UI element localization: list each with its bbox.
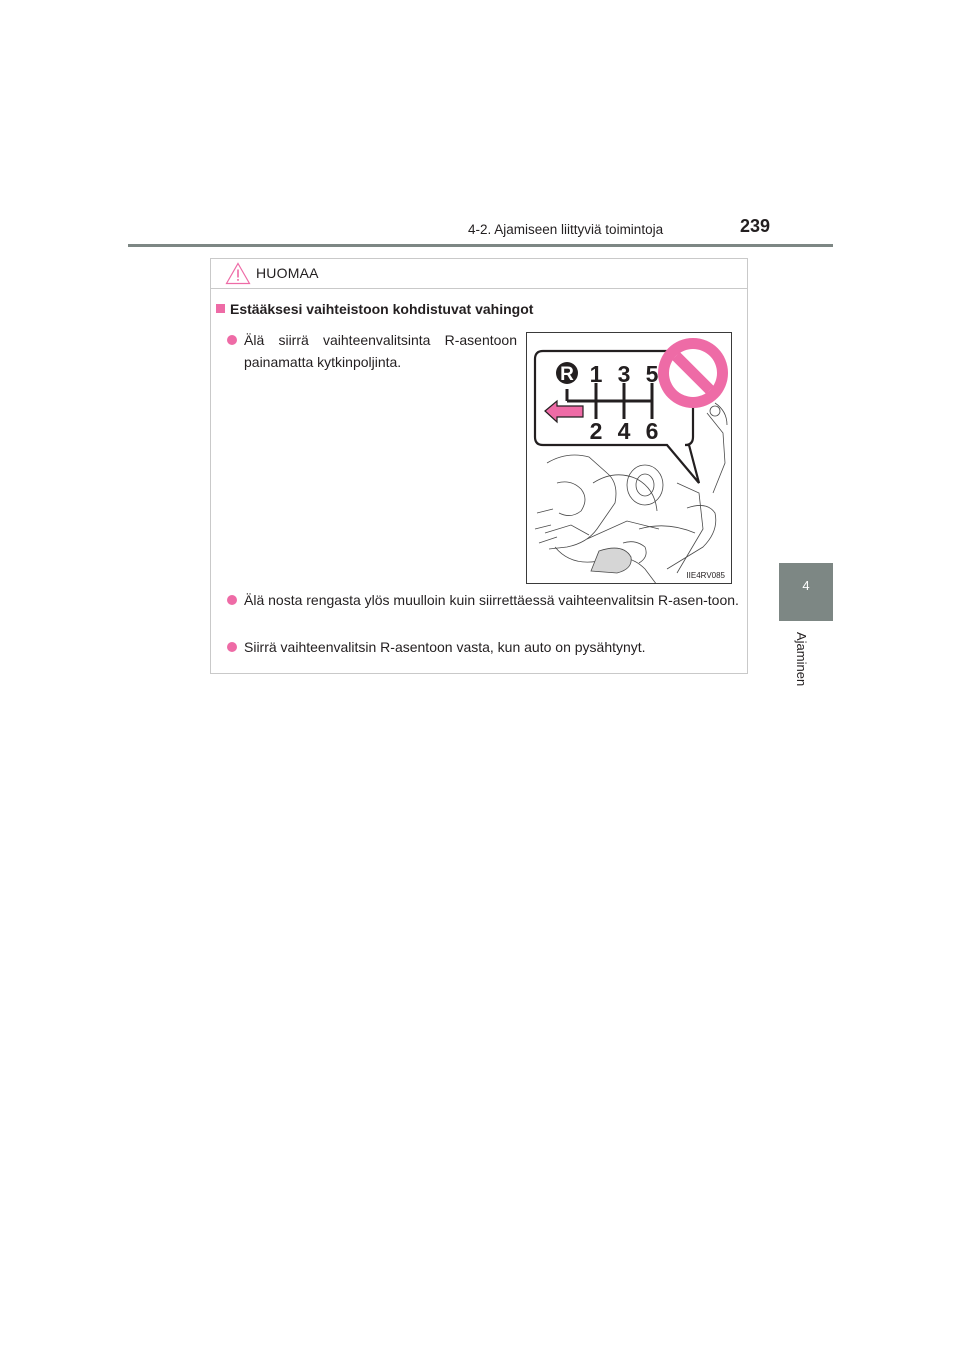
gear-6-label: 6 [645, 418, 659, 444]
section-heading [216, 301, 533, 317]
gear-3-label: 3 [617, 361, 631, 387]
list-item-text: Siirrä vaihteenvalitsin R-asentoon vasta, kun auto on pysähtynyt. [244, 639, 646, 655]
gear-5-label: 5 [645, 361, 659, 387]
list-item-text: Älä nosta rengasta ylös muulloin kuin siirrettäessä vaihteenvalitsin R-asen-toon. [244, 592, 739, 608]
notice-header [211, 259, 747, 289]
chapter-tab: 4 [779, 563, 833, 621]
list-item [227, 329, 517, 373]
section-heading-text: Estääksesi vaihteistoon kohdistuvat vahingot [230, 301, 534, 317]
bullet-icon [227, 642, 237, 652]
bullet-icon [227, 335, 237, 345]
illustration-code: IIE4RV085 [686, 571, 725, 580]
notice-title: HUOMAA [256, 265, 319, 281]
section-title: 4-2. Ajamiseen liittyviä toimintoja [468, 222, 664, 237]
chapter-label: Ajaminen [794, 632, 809, 687]
notice-box [210, 258, 748, 674]
header-divider [128, 244, 833, 247]
bullet-icon [227, 595, 237, 605]
list-item [227, 636, 745, 658]
gear-4-label: 4 [617, 418, 631, 444]
warning-triangle-icon [225, 262, 251, 285]
gear-2-label: 2 [589, 418, 603, 444]
page-number: 239 [740, 216, 771, 236]
list-item-text: Älä siirrä vaihteenvalitsinta R-asentoon painamatta kytkinpoljinta. [244, 332, 517, 370]
illustration-drawing [527, 333, 732, 584]
square-bullet-icon [216, 304, 225, 313]
gear-shift-illustration [526, 332, 732, 584]
gear-1-label: 1 [589, 361, 603, 387]
gear-r-label: R [560, 364, 574, 385]
prohibited-icon [658, 338, 728, 408]
list-item [227, 589, 745, 611]
